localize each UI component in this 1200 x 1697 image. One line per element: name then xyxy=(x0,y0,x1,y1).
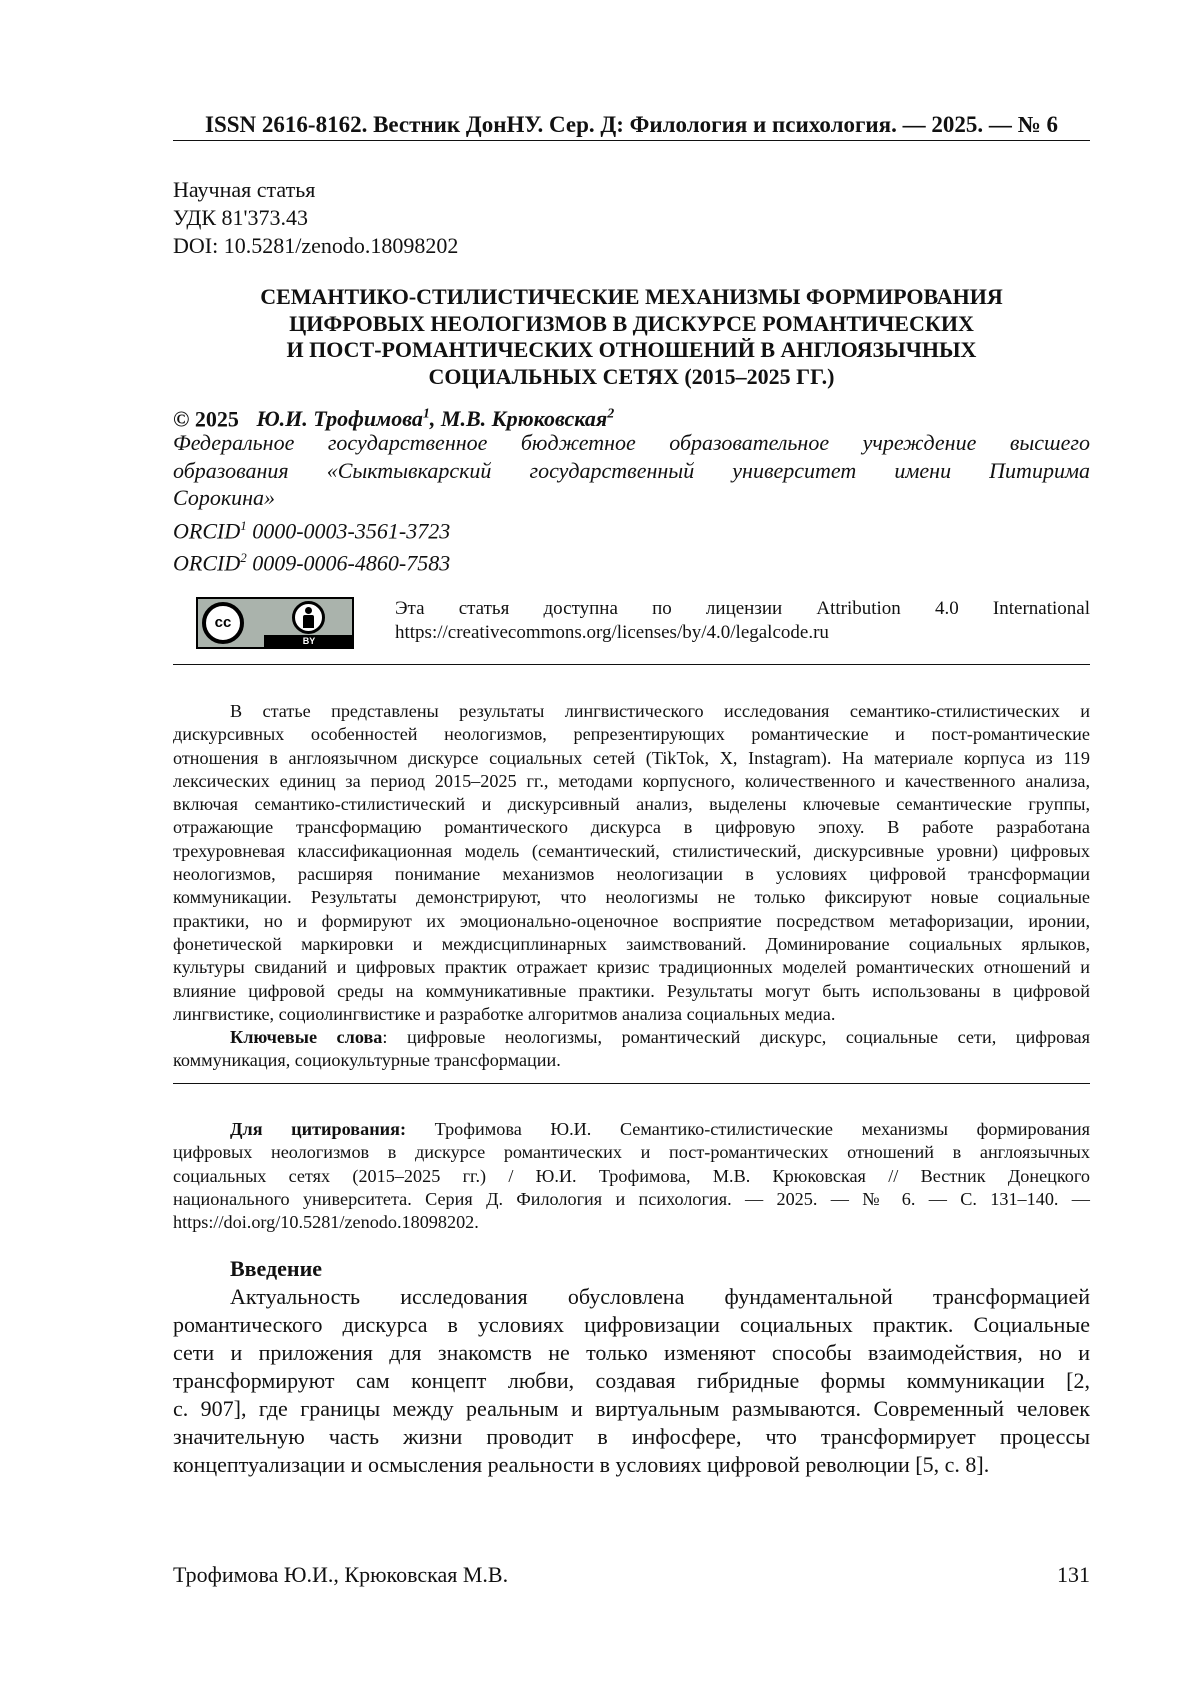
doi[interactable]: DOI: 10.5281/zenodo.18098202 xyxy=(173,233,459,258)
keywords-line xyxy=(173,1026,1090,1049)
author-names xyxy=(256,406,614,431)
title-line: СОЦИАЛЬНЫХ СЕТЯХ (2015–2025 ГГ.) xyxy=(428,363,835,389)
person-head xyxy=(305,607,312,614)
affiliation xyxy=(173,429,1090,577)
cc-icon: cc xyxy=(202,602,244,644)
footer-authors: Трофимова Ю.И., Крюковская М.В. xyxy=(173,1562,509,1587)
abstract-line: включая семантико-стилистический и дискурсивный анализ, выделены ключевые семантические группы, xyxy=(173,794,1090,815)
abstract-line: фонетической маркировки и междисциплинарных заимствований. Доминирование социальных ярлыков, xyxy=(173,933,1090,954)
orcid-1 xyxy=(173,512,1090,545)
abstract-line: В статье представлены результаты лингвистического исследования семантико-стилистических и xyxy=(230,701,1090,721)
abstract-line: отражающие трансформацию романтического дискурса в цифровую эпоху. В работе разработана xyxy=(173,817,1090,838)
udc: УДК 81'373.43 xyxy=(173,205,308,230)
introduction-section xyxy=(173,1255,1090,1479)
abstract-line: влияние цифровой среды на коммуникативные практики. Результаты могут быть использованы в цифровой xyxy=(173,980,1090,1001)
abstract-line: неологизмов, расширяя понимание механизмов неологизации в условиях цифровой трансформации xyxy=(173,864,1090,885)
citation-line xyxy=(173,1118,1090,1141)
citation-line: национального университета. Серия Д. Филология и психология. — 2025. — № 6. — С. 131–140. — xyxy=(173,1188,1090,1209)
body-line: Актуальность исследования обусловлена фундаментальной трансформацией xyxy=(230,1284,1090,1309)
article-meta xyxy=(173,176,1090,260)
abstract xyxy=(173,700,1090,1073)
author-separator: , xyxy=(429,406,441,432)
orcid-label: ORCID xyxy=(173,550,241,576)
citation xyxy=(173,1118,1090,1234)
article-type: Научная статья xyxy=(173,177,316,202)
citation-doi-link[interactable]: https://doi.org/10.5281/zenodo.18098202. xyxy=(173,1212,479,1233)
affiliation-line: образования «Сыктывкарский государственный университет имени Питирима xyxy=(173,457,1090,483)
orcid-value[interactable]: 0009-0006-4860-7583 xyxy=(246,550,451,576)
copyright: © 2025 xyxy=(173,406,239,432)
page-number: 131 xyxy=(1057,1562,1090,1587)
orcid-2 xyxy=(173,544,1090,577)
abstract-line: отношения в англоязычном дискурсе социальных сетей (TikTok, X, Instagram). На материале корпуса из 119 xyxy=(173,747,1090,768)
abstract-line: лингвистике, социолингвистике и разработке алгоритмов анализа социальных медиа. xyxy=(173,1003,836,1024)
keywords-label: Ключевые слова xyxy=(230,1027,383,1048)
abstract-line: коммуникации. Результаты демонстрируют, что неологизмы не только фиксируют новые социальные xyxy=(173,887,1090,908)
affiliation-line: Сорокина» xyxy=(173,485,276,510)
section-heading: Введение xyxy=(230,1256,323,1281)
keywords-text: : цифровые неологизмы, романтический дискурс, социальные сети, цифровая xyxy=(382,1027,1090,1048)
citation-line: социальных сетях (2015–2025 гг.) / Ю.И. Трофимова, М.В. Крюковская // Вестник Донецкого xyxy=(173,1165,1090,1186)
body-line: трансформируют сам концепт любви, создавая гибридные формы коммуникации [2, xyxy=(173,1368,1090,1393)
authors-line xyxy=(173,401,1090,432)
abstract-line: дискурсивных особенностей неологизмов, репрезентирующих романтические и пост-романтические xyxy=(173,724,1090,745)
citation-text: Трофимова Ю.И. Семантико-стилистические механизмы формирования xyxy=(406,1119,1090,1139)
cc-by-badge-icon[interactable] xyxy=(196,597,354,649)
title-line: И ПОСТ-РОМАНТИЧЕСКИХ ОТНОШЕНИЙ В АНГЛОЯЗЫЧНЫХ xyxy=(286,337,977,362)
affiliation-line: Федеральное государственное бюджетное образовательное учреждение высшего xyxy=(173,430,1090,455)
license-line-1: Эта статья доступна по лицензии Attribution 4.0 International xyxy=(395,598,1090,619)
orcid-sup: 1 xyxy=(240,517,247,533)
orcid-value[interactable]: 0000-0003-3561-3723 xyxy=(246,517,451,543)
keywords-line-2: коммуникация, социокультурные трансформации. xyxy=(173,1050,561,1071)
running-head: ISSN 2616-8162. Вестник ДонНУ. Сер. Д: Филология и психология. — 2025. — № 6 xyxy=(173,112,1090,141)
by-label: BY xyxy=(264,635,354,647)
body-line: значительную часть жизни проводит в инфосфере, что трансформирует процессы xyxy=(173,1424,1090,1449)
attribution-person-icon xyxy=(292,601,325,634)
article-title xyxy=(173,284,1090,390)
license-url[interactable]: https://creativecommons.org/licenses/by/4.0/legalcode.ru xyxy=(395,622,829,643)
author-1: Ю.И. Трофимова xyxy=(256,406,423,432)
license-text xyxy=(395,597,1090,645)
abstract-line: лексических единиц за период 2015–2025 гг., методами корпусного, количественного и качественного анализа, xyxy=(173,770,1090,791)
abstract-line: трехуровневая классификационная модель (семантический, стилистический, дискурсивные уровни) цифровых xyxy=(173,840,1090,861)
orcid-label: ORCID xyxy=(173,517,241,543)
abstract-line: практики, но и формируют их эмоционально-оценочное восприятие посредством метафоризации, иронии, xyxy=(173,910,1090,931)
divider xyxy=(173,664,1090,665)
title-line: СЕМАНТИКО-СТИЛИСТИЧЕСКИЕ МЕХАНИЗМЫ ФОРМИРОВАНИЯ xyxy=(260,284,1003,309)
body-line: сети и приложения для знакомств не только изменяют способы взаимодействия, но и xyxy=(173,1340,1090,1365)
abstract-line: культуры свиданий и цифровых практик отражает кризис традиционных моделей романтических отношений и xyxy=(173,957,1090,978)
body-line: концептуализации и осмысления реальности в условиях цифровой революции [5, с. 8]. xyxy=(173,1452,990,1477)
orcid-sup: 2 xyxy=(240,550,247,566)
divider xyxy=(173,1083,1090,1084)
citation-line: цифровых неологизмов в дискурсе романтических и пост-романтических отношений в англоязычных xyxy=(173,1142,1090,1163)
person-body xyxy=(303,615,314,628)
page-footer xyxy=(173,1562,1090,1588)
citation-label: Для цитирования: xyxy=(230,1119,407,1139)
author-1-sup: 1 xyxy=(422,407,430,422)
author-2-sup: 2 xyxy=(607,407,615,422)
title-line: ЦИФРОВЫХ НЕОЛОГИЗМОВ В ДИСКУРСЕ РОМАНТИЧЕСКИХ xyxy=(289,310,974,336)
author-2: М.В. Крюковская xyxy=(440,406,608,432)
body-line: романтического дискурса в условиях цифровизации социальных практик. Социальные xyxy=(173,1312,1090,1337)
body-line: с. 907], где границы между реальным и виртуальным размываются. Современный человек xyxy=(173,1396,1090,1421)
